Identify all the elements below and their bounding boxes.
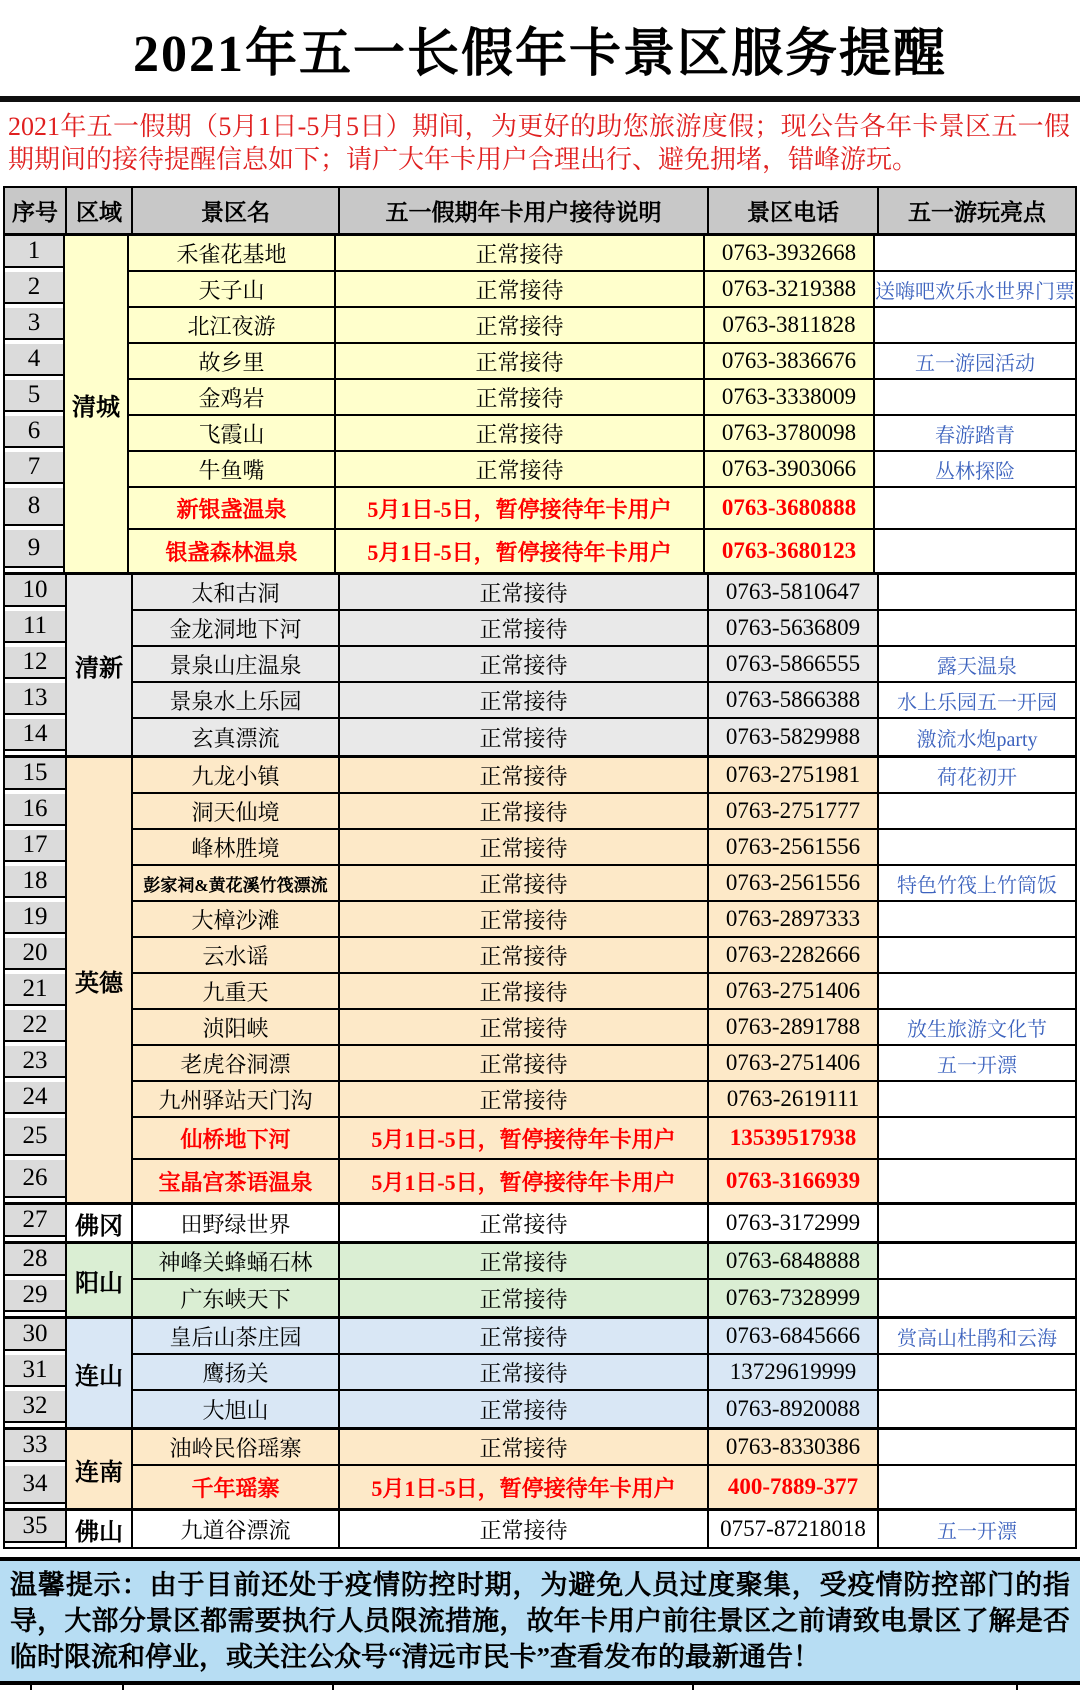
region-rows [133, 1205, 1075, 1241]
scenic-name-cell: 景泉水上乐园 [133, 683, 340, 717]
status-cell: 正常接待 [340, 974, 709, 1008]
scenic-name-cell: 故乡里 [129, 344, 336, 378]
status-cell: 正常接待 [340, 830, 709, 864]
region-rows [133, 1511, 1075, 1547]
highlight-cell: 露天温泉 [879, 647, 1075, 681]
index-cell: 18 [5, 866, 65, 898]
highlight-cell: 荷花初开 [879, 758, 1075, 792]
status-cell: 正常接待 [340, 1319, 709, 1353]
index-cell: 15 [5, 758, 65, 790]
region-cell: 佛冈 [67, 1205, 133, 1241]
table-row [133, 974, 1075, 1010]
highlight-cell [879, 1355, 1075, 1389]
status-cell: 正常接待 [340, 902, 709, 936]
status-cell: 正常接待 [336, 236, 705, 270]
index-cell: 32 [5, 1391, 65, 1423]
phone-cell: 0763-2897333 [709, 902, 879, 936]
phone-cell: 0763-3680123 [705, 530, 875, 572]
index-cell: 34 [5, 1466, 65, 1504]
status-cell: 正常接待 [340, 1244, 709, 1278]
status-cell: 5月1日-5日，暂停接待年卡用户 [336, 488, 705, 528]
highlight-cell [879, 1244, 1075, 1278]
phone-cell: 0763-3219388 [705, 272, 875, 306]
sliver-border-tick [30, 1685, 32, 1690]
status-cell: 正常接待 [340, 938, 709, 972]
index-cell: 9 [5, 530, 63, 568]
table-row [133, 1046, 1075, 1082]
status-cell: 正常接待 [340, 866, 709, 900]
phone-cell: 0763-7328999 [709, 1280, 879, 1316]
phone-cell: 0763-3811828 [705, 308, 875, 342]
index-cell: 27 [5, 1205, 65, 1237]
phone-cell: 0763-2619111 [709, 1082, 879, 1116]
status-cell: 正常接待 [336, 380, 705, 414]
highlight-cell: 赏高山杜鹃和云海 [879, 1319, 1075, 1353]
highlight-cell [879, 1160, 1075, 1202]
index-column [5, 1244, 67, 1316]
highlight-cell: 五一开漂 [879, 1046, 1075, 1080]
scenic-name-cell: 新银盏温泉 [129, 488, 336, 528]
table-row [133, 1355, 1075, 1391]
index-cell: 12 [5, 647, 65, 679]
region-band [5, 1508, 1075, 1547]
table-row [133, 1391, 1075, 1427]
header-cell-4: 景区电话 [709, 188, 879, 233]
highlight-cell [879, 1082, 1075, 1116]
scenic-name-cell: 宝晶宫茶语温泉 [133, 1160, 340, 1202]
index-cell: 21 [5, 974, 65, 1006]
status-cell: 正常接待 [340, 1205, 709, 1241]
table-header-row [5, 188, 1075, 236]
table-row [129, 380, 1075, 416]
phone-cell: 0763-3338009 [705, 380, 875, 414]
status-cell: 正常接待 [340, 1511, 709, 1547]
highlight-cell: 放生旅游文化节 [879, 1010, 1075, 1044]
highlight-cell [879, 1118, 1075, 1158]
highlight-cell [875, 380, 1075, 414]
region-rows [133, 758, 1075, 1202]
header-cell-0: 序号 [5, 188, 67, 233]
highlight-cell [879, 974, 1075, 1008]
status-cell: 正常接待 [340, 1430, 709, 1464]
status-cell: 正常接待 [340, 1046, 709, 1080]
highlight-cell [879, 1430, 1075, 1464]
highlight-cell [879, 794, 1075, 828]
phone-cell: 0763-2561556 [709, 830, 879, 864]
highlight-cell: 水上乐园五一开园 [879, 683, 1075, 717]
scenic-name-cell: 大旭山 [133, 1391, 340, 1427]
scenic-name-cell: 仙桥地下河 [133, 1118, 340, 1158]
scenic-name-cell: 油岭民俗瑶寨 [133, 1430, 340, 1464]
status-cell: 正常接待 [340, 1355, 709, 1389]
phone-cell: 0763-5866388 [709, 683, 879, 717]
scenic-name-cell: 大樟沙滩 [133, 902, 340, 936]
table-row [129, 488, 1075, 530]
region-rows [133, 1430, 1075, 1508]
header-cell-1: 区域 [67, 188, 133, 233]
index-cell: 11 [5, 611, 65, 643]
region-rows [133, 1319, 1075, 1427]
table-row [133, 830, 1075, 866]
table-row [133, 719, 1075, 755]
index-cell: 14 [5, 719, 65, 751]
scenic-name-cell: 太和古洞 [133, 575, 340, 609]
scenic-name-cell: 浈阳峡 [133, 1010, 340, 1044]
phone-cell: 0763-8920088 [709, 1391, 879, 1427]
region-cell: 阳山 [67, 1244, 133, 1316]
status-cell: 正常接待 [340, 758, 709, 792]
region-rows [133, 575, 1075, 755]
index-cell: 10 [5, 575, 65, 607]
index-cell: 24 [5, 1082, 65, 1114]
phone-cell: 0763-3172999 [709, 1205, 879, 1241]
status-cell: 5月1日-5日，暂停接待年卡用户 [340, 1160, 709, 1202]
table-row [129, 416, 1075, 452]
scenic-name-cell: 北江夜游 [129, 308, 336, 342]
table-row [129, 344, 1075, 380]
index-cell: 1 [5, 236, 63, 268]
status-cell: 正常接待 [340, 575, 709, 609]
table-row [133, 611, 1075, 647]
scenic-name-cell: 金龙洞地下河 [133, 611, 340, 645]
index-cell: 20 [5, 938, 65, 970]
sliver-border-tick [692, 1685, 694, 1690]
table-row [133, 1244, 1075, 1280]
status-cell: 5月1日-5日，暂停接待年卡用户 [340, 1466, 709, 1508]
highlight-cell: 五一开漂 [879, 1511, 1075, 1547]
scenic-name-cell: 九重天 [133, 974, 340, 1008]
highlight-cell [879, 830, 1075, 864]
scenic-name-cell: 九龙小镇 [133, 758, 340, 792]
status-cell: 正常接待 [340, 794, 709, 828]
index-column [5, 1319, 67, 1427]
scenic-name-cell: 玄真漂流 [133, 719, 340, 755]
phone-cell: 0763-2561556 [709, 866, 879, 900]
phone-cell: 0757-87218018 [709, 1511, 879, 1547]
phone-cell: 0763-3680888 [705, 488, 875, 528]
index-cell: 13 [5, 683, 65, 715]
table-row [133, 1160, 1075, 1202]
phone-cell: 0763-5866555 [709, 647, 879, 681]
highlight-cell [879, 1280, 1075, 1316]
phone-cell: 0763-2751981 [709, 758, 879, 792]
phone-cell: 0763-3780098 [705, 416, 875, 450]
highlight-cell [879, 902, 1075, 936]
status-cell: 正常接待 [340, 1391, 709, 1427]
status-cell: 正常接待 [336, 308, 705, 342]
highlight-cell [879, 1466, 1075, 1508]
status-cell: 正常接待 [336, 416, 705, 450]
region-band [5, 1427, 1075, 1508]
table-row [129, 530, 1075, 572]
status-cell: 正常接待 [340, 1010, 709, 1044]
highlight-cell [879, 575, 1075, 609]
phone-cell: 0763-6845666 [709, 1319, 879, 1353]
phone-cell: 0763-8330386 [709, 1430, 879, 1464]
phone-cell: 0763-2751777 [709, 794, 879, 828]
table-body [5, 236, 1075, 1547]
scenic-name-cell: 云水谣 [133, 938, 340, 972]
region-cell: 连南 [67, 1430, 133, 1508]
phone-cell: 0763-5636809 [709, 611, 879, 645]
highlight-cell: 特色竹筏上竹筒饭 [879, 866, 1075, 900]
table-row [133, 1430, 1075, 1466]
region-cell: 佛山 [67, 1511, 133, 1547]
scenic-name-cell: 九道谷漂流 [133, 1511, 340, 1547]
index-cell: 28 [5, 1244, 65, 1276]
index-cell: 2 [5, 272, 63, 304]
scenic-name-cell: 老虎谷洞漂 [133, 1046, 340, 1080]
highlight-cell: 春游踏青 [875, 416, 1075, 450]
scenic-name-cell: 九州驿站天门沟 [133, 1082, 340, 1116]
status-cell: 正常接待 [336, 452, 705, 486]
phone-cell: 0763-2282666 [709, 938, 879, 972]
index-cell: 26 [5, 1160, 65, 1198]
index-cell: 29 [5, 1280, 65, 1312]
index-column [5, 758, 67, 1202]
index-cell: 8 [5, 488, 63, 526]
highlight-cell: 送嗨吧欢乐水世界门票 [875, 272, 1075, 306]
phone-cell: 0763-6848888 [709, 1244, 879, 1278]
table-row [129, 452, 1075, 488]
index-column [5, 236, 65, 572]
index-column [5, 1430, 67, 1508]
header-cell-5: 五一游玩亮点 [908, 200, 1046, 225]
table-row [133, 758, 1075, 794]
highlight-cell [875, 530, 1075, 572]
region-band [5, 572, 1075, 755]
region-rows [133, 1244, 1075, 1316]
table-row [133, 575, 1075, 611]
table-row [133, 866, 1075, 902]
table-row [133, 938, 1075, 974]
highlight-cell: 激流水炮party [879, 719, 1075, 755]
phone-cell: 0763-3166939 [709, 1160, 879, 1202]
table-row [133, 1205, 1075, 1241]
phone-cell: 0763-2751406 [709, 1046, 879, 1080]
phone-cell: 13539517938 [709, 1118, 879, 1158]
intro-notice: 2021年五一假期（5月1日-5月5日）期间，为更好的助您旅游度假；现公告各年卡景区五一假期期间的接待提醒信息如下；请广大年卡用户合理出行、避免拥堵，错峰游玩。 [8, 112, 1070, 174]
region-cell: 英德 [67, 758, 133, 1202]
region-cell: 连山 [67, 1319, 133, 1427]
table-row [133, 1082, 1075, 1118]
index-cell: 5 [5, 380, 63, 412]
highlight-cell [879, 1391, 1075, 1427]
scenic-name-cell: 神峰关蜂蛹石林 [133, 1244, 340, 1278]
phone-cell: 0763-3836676 [705, 344, 875, 378]
index-cell: 3 [5, 308, 63, 340]
status-cell: 5月1日-5日，暂停接待年卡用户 [340, 1118, 709, 1158]
bottom-row-sliver [0, 1685, 1080, 1690]
highlight-cell [875, 488, 1075, 528]
index-column [5, 1511, 67, 1547]
status-cell: 正常接待 [340, 683, 709, 717]
index-cell: 6 [5, 416, 63, 448]
scenic-name-cell: 景泉山庄温泉 [133, 647, 340, 681]
index-cell: 7 [5, 452, 63, 484]
highlight-cell [879, 611, 1075, 645]
index-cell: 25 [5, 1118, 65, 1156]
sliver-border-tick [1016, 1685, 1018, 1690]
table-row [133, 1319, 1075, 1355]
region-band [5, 1202, 1075, 1241]
phone-cell: 0763-5810647 [709, 575, 879, 609]
highlight-cell [879, 1205, 1075, 1241]
phone-cell: 400-7889-377 [709, 1466, 879, 1508]
index-column [5, 575, 67, 755]
sliver-border-tick [332, 1685, 334, 1690]
highlight-cell [875, 308, 1075, 342]
status-cell: 正常接待 [336, 344, 705, 378]
status-cell: 正常接待 [340, 1280, 709, 1316]
status-cell: 正常接待 [340, 719, 709, 755]
table-row [129, 308, 1075, 344]
status-cell: 正常接待 [340, 1082, 709, 1116]
table-row [133, 1280, 1075, 1316]
highlight-cell [875, 236, 1075, 270]
table-row [133, 647, 1075, 683]
status-cell: 正常接待 [340, 647, 709, 681]
phone-cell: 13729619999 [709, 1355, 879, 1389]
index-cell: 35 [5, 1511, 65, 1543]
region-band [5, 236, 1075, 572]
status-cell: 5月1日-5日，暂停接待年卡用户 [336, 530, 705, 572]
scenic-name-cell: 广东峡天下 [133, 1280, 340, 1316]
footer-notice: 温馨提示：由于目前还处于疫情防控时期，为避免人员过度聚集，受疫情防控部门的指导，大部分景区都需要执行人员限流措施，故年卡用户前往景区之前请致电景区了解是否临时限流和停业，或关注公众号“清远市民卡”查看发布的最新通告！ [0, 1557, 1080, 1685]
scenic-name-cell: 天子山 [129, 272, 336, 306]
index-column [5, 1205, 67, 1241]
table-row [133, 683, 1075, 719]
highlight-cell [879, 938, 1075, 972]
region-band [5, 1241, 1075, 1316]
index-cell: 22 [5, 1010, 65, 1042]
region-band [5, 1316, 1075, 1427]
region-cell: 清城 [65, 236, 129, 572]
index-cell: 33 [5, 1430, 65, 1462]
index-cell: 30 [5, 1319, 65, 1351]
highlight-cell: 五一游园活动 [875, 344, 1075, 378]
scenic-area-table [3, 186, 1077, 1549]
table-row [129, 236, 1075, 272]
index-cell: 23 [5, 1046, 65, 1078]
scenic-name-cell: 千年瑶寨 [133, 1466, 340, 1508]
phone-cell: 0763-3903066 [705, 452, 875, 486]
scenic-name-cell: 禾雀花基地 [129, 236, 336, 270]
scenic-name-cell: 鹰扬关 [133, 1355, 340, 1389]
scenic-name-cell: 牛鱼嘴 [129, 452, 336, 486]
index-cell: 19 [5, 902, 65, 934]
index-cell: 4 [5, 344, 63, 376]
table-row [129, 272, 1075, 308]
phone-cell: 0763-5829988 [709, 719, 879, 755]
scenic-name-cell: 金鸡岩 [129, 380, 336, 414]
phone-cell: 0763-2751406 [709, 974, 879, 1008]
scenic-name-cell: 洞天仙境 [133, 794, 340, 828]
region-rows [129, 236, 1075, 572]
header-cell-3: 五一假期年卡用户接待说明 [340, 188, 709, 233]
region-band [5, 755, 1075, 1202]
header-cell-2: 景区名 [133, 188, 340, 233]
phone-cell: 0763-2891788 [709, 1010, 879, 1044]
scenic-name-cell: 飞霞山 [129, 416, 336, 450]
scenic-name-cell: 银盏森林温泉 [129, 530, 336, 572]
table-row [133, 1118, 1075, 1160]
scenic-name-cell: 皇后山茶庄园 [133, 1319, 340, 1353]
sliver-border-tick [122, 1685, 124, 1690]
highlight-cell: 丛林探险 [875, 452, 1075, 486]
status-cell: 正常接待 [336, 272, 705, 306]
index-cell: 17 [5, 830, 65, 862]
page-title: 2021年五一长假年卡景区服务提醒 [132, 25, 947, 83]
region-cell: 清新 [67, 575, 133, 755]
scenic-name-cell: 峰林胜境 [133, 830, 340, 864]
index-cell: 16 [5, 794, 65, 826]
index-cell: 31 [5, 1355, 65, 1387]
table-row [133, 794, 1075, 830]
table-row [133, 1010, 1075, 1046]
phone-cell: 0763-3932668 [705, 236, 875, 270]
scenic-name-cell: 田野绿世界 [133, 1205, 340, 1241]
scenic-name-cell: 彭家祠&黄花溪竹筏漂流 [133, 866, 340, 900]
table-row [133, 902, 1075, 938]
status-cell: 正常接待 [340, 611, 709, 645]
table-row [133, 1511, 1075, 1547]
table-row [133, 1466, 1075, 1508]
